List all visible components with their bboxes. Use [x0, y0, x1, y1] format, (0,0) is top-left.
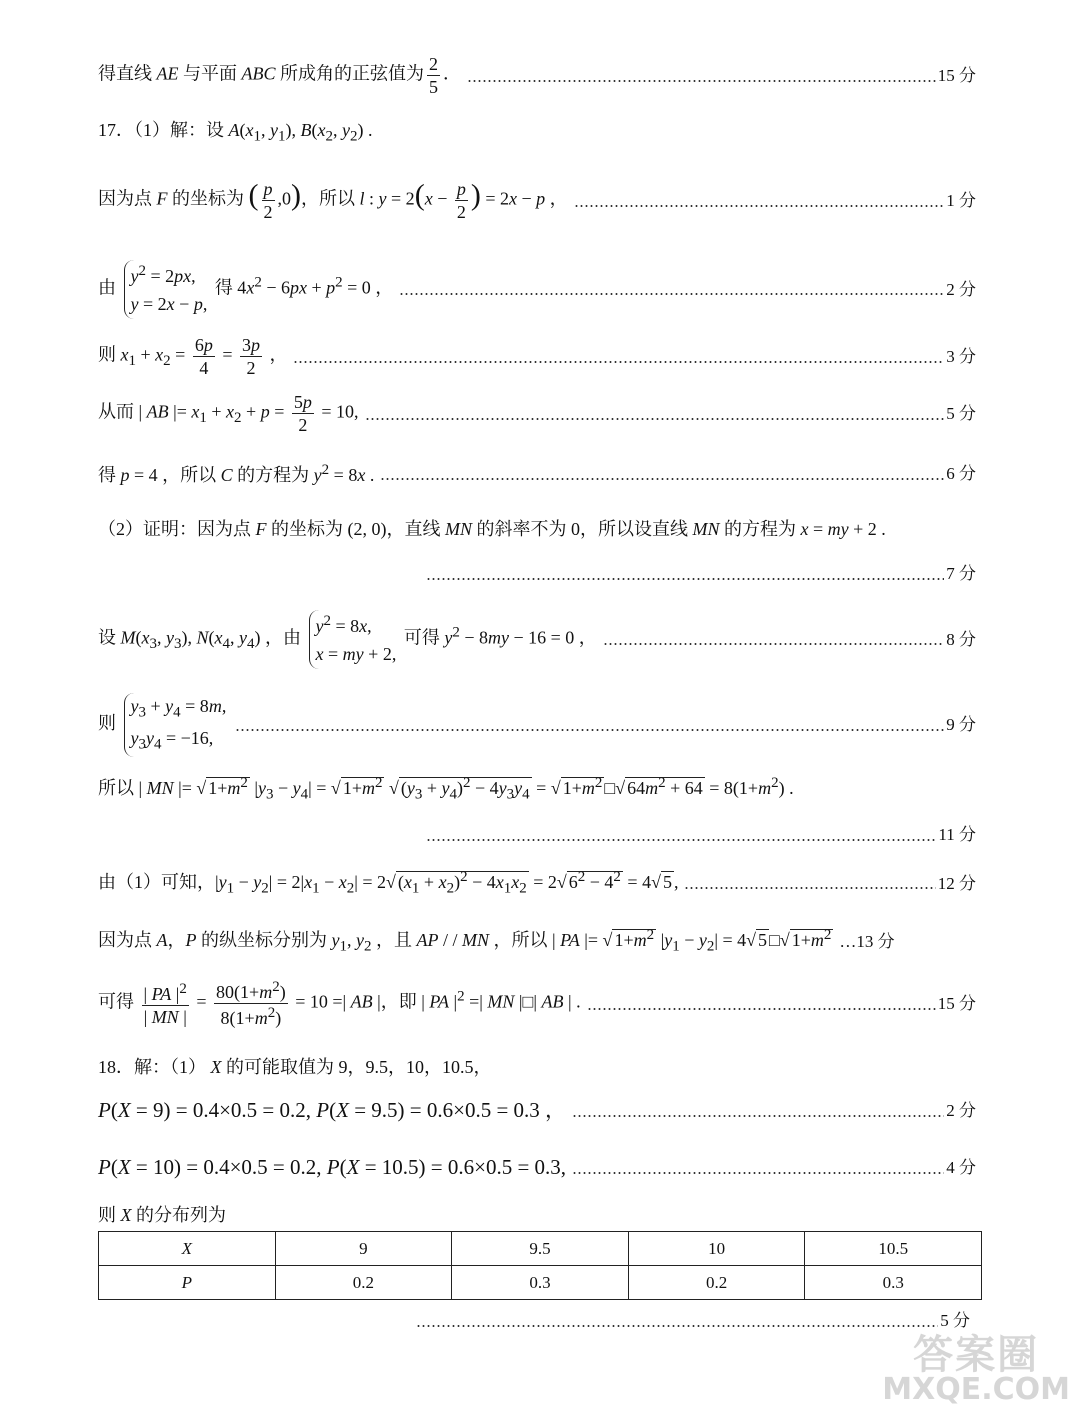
- score-label: 2 分: [946, 1101, 976, 1120]
- solution-line: [98, 393, 976, 434]
- table-row: [99, 1266, 982, 1300]
- solution-line: [98, 1157, 976, 1178]
- line-text: 从而 | AB |= $x_1 + x_2 + p$ = $\frac{5p}{2}$ = 10,: [98, 392, 359, 435]
- leader-dots: [572, 1161, 944, 1175]
- line-text: 因为点 F 的坐标为 ( $\frac{p}{2}$ ,0)，所以 l : y = 2(x − $\frac{p}{2}$ ) = 2x − p ，: [98, 178, 568, 222]
- line-text: 因为点 A，P 的纵坐标分别为 $y_1$, $y_2$ ，且 AP / / MN ，所以 | PA |= √ $1+m^2$ $|y_1 - y_2| = 4√$ 5 □√ $1+m^2$: [98, 927, 832, 955]
- leader-dots: [399, 282, 944, 296]
- score-label: 4 分: [946, 1158, 976, 1177]
- line-text: 则 X 的分布列为: [98, 1205, 226, 1225]
- watermark-url: MXQE.COM: [882, 1372, 1070, 1407]
- line-text: 可得 $\frac{| PA |^2}{| MN |}$ = $\frac{80(1+m^2)}{8(1+m^2)}$ = 10 =| AB |，即 | PA $|^2$ =| MN |□| AB | .: [98, 979, 581, 1028]
- solution-line: [98, 180, 976, 221]
- leader-dots: [574, 194, 945, 208]
- table-cell: X: [99, 1232, 276, 1266]
- equation-system: $y^2 = 2px$, y = 2x − p,: [124, 260, 208, 319]
- distribution-table: [98, 1231, 982, 1300]
- leader-dots: [426, 567, 944, 581]
- score-label: 8 分: [946, 629, 976, 649]
- solution-line: [98, 776, 976, 803]
- line-text: 得直线 AE 与平面 ABC 所成角的正弦值为 $\frac{2}{5}$ ．: [98, 54, 461, 97]
- line-text: 则 $x_1 + x_2$ = $\frac{6p}{4}$ = $\frac{3p}{2}$ ，: [98, 335, 288, 378]
- table-cell: P: [99, 1266, 276, 1300]
- solution-line: [98, 463, 976, 484]
- leader-dots: [426, 828, 936, 842]
- table-cell: 9: [275, 1232, 452, 1266]
- table-cell: 0.3: [805, 1266, 982, 1300]
- score-label: 5 分: [940, 1311, 970, 1330]
- solution-line: [98, 55, 976, 96]
- score-label: …13 分: [839, 931, 895, 951]
- table-cell: 10: [628, 1232, 805, 1266]
- solution-line: [98, 336, 976, 377]
- line-text: 则 $y_3 + y_4 = 8m$, $y_3y_4 = -16$,: [98, 693, 229, 757]
- table-cell: 0.2: [628, 1266, 805, 1300]
- line-text: 17．（1）解：设 $A(x_1$, $y_1$), $B(x_2$, $y_2$) .: [98, 120, 373, 145]
- table-cell: 9.5: [452, 1232, 629, 1266]
- line-text: P(X = 10) = 0.4×0.5 = 0.2, P(X = 10.5) = 0.6×0.5 = 0.3,: [98, 1155, 567, 1179]
- leader-dots: [365, 407, 945, 421]
- leader-dots: [603, 632, 944, 646]
- score-label: 7 分: [946, 564, 976, 583]
- score-label: 9 分: [946, 715, 976, 735]
- table-cell: 0.2: [275, 1266, 452, 1300]
- score-label: 3 分: [946, 347, 976, 366]
- solution-line: [98, 870, 976, 897]
- watermark-logo: [882, 1332, 1070, 1407]
- line-text: 由（1）可知，$|y_1 - y_2| = 2|x_1 - x_2| = 2√$ $(x_1 + x_2)^2 - 4x_1x_2 = 2√$ $6^2 - 4^2 = 4√$ 5 ,: [98, 869, 679, 897]
- solution-line: [420, 826, 976, 843]
- score-label: 2 分: [946, 279, 976, 299]
- solution-line: [98, 980, 976, 1027]
- leader-dots: [293, 350, 944, 364]
- solution-line: [98, 520, 976, 538]
- leader-dots: [467, 69, 936, 83]
- score-label: 1 分: [946, 191, 976, 210]
- line-text: 18．解：（1） X 的可能取值为 9，9.5，10，10.5，: [98, 1057, 492, 1077]
- solution-line: [420, 565, 976, 582]
- solution-line: [98, 610, 976, 669]
- leader-dots: [684, 876, 935, 890]
- table-row: [99, 1232, 982, 1266]
- equation-system: $y_3 + y_4 = 8m$, $y_3y_4 = -16$,: [124, 693, 227, 757]
- score-label: 15 分: [937, 994, 976, 1013]
- solution-line: [98, 121, 976, 145]
- solution-line: [98, 928, 976, 955]
- score-label: 6 分: [946, 464, 976, 483]
- line-text: 得 p = 4 ，所以 C 的方程为 $y^2 = 8x$ .: [98, 462, 375, 485]
- solution-line: [98, 1100, 976, 1121]
- leader-dots: [380, 467, 944, 481]
- leader-dots: [416, 1314, 938, 1328]
- leader-dots: [572, 1104, 944, 1118]
- line-text: （2）证明：因为点 F 的坐标为 (2, 0)，直线 MN 的斜率不为 0，所以设直线 MN 的方程为 x = my + 2 .: [98, 519, 886, 539]
- watermark-title: 答案圈: [913, 1332, 1040, 1378]
- leader-dots: [587, 997, 936, 1011]
- line-text: 设 $M(x_3$, $y_3$), $N(x_4$, $y_4$) ，由 $y^2 = 8x$, x = my + 2, 可得 $y^2 - 8my - 16 = 0$ ，: [98, 610, 597, 669]
- line-text: P(X = 9) = 0.4×0.5 = 0.2, P(X = 9.5) = 0.6×0.5 = 0.3 ，: [98, 1098, 567, 1122]
- line-text: 所以 | MN |= √ $1+m^2$ $|y_3 - y_4|$ = √ $1+m^2$ √ $(y_3 + y_4)^2 - 4y_3y_4$ = √ $1+m^2$ □√ $64m^2 + 64 = 8(1+m^2)$ .: [98, 775, 794, 803]
- leader-dots: [235, 718, 944, 732]
- solution-line: [410, 1312, 970, 1329]
- table-cell: 10.5: [805, 1232, 982, 1266]
- line-text: 由 $y^2 = 2px$, y = 2x − p, 得 $4x^2 - 6px + p^2 = 0$ ，: [98, 260, 393, 319]
- score-label: 12 分: [937, 873, 976, 893]
- score-label: 11 分: [938, 825, 976, 844]
- solution-line: [98, 693, 976, 757]
- solution-line: [98, 1206, 976, 1224]
- score-label: 15 分: [937, 66, 976, 85]
- score-label: 5 分: [946, 404, 976, 423]
- table-cell: 0.3: [452, 1266, 629, 1300]
- solution-line: [98, 1058, 976, 1076]
- equation-system: $y^2 = 8x$, x = my + 2,: [309, 610, 397, 669]
- solution-line: [98, 260, 976, 319]
